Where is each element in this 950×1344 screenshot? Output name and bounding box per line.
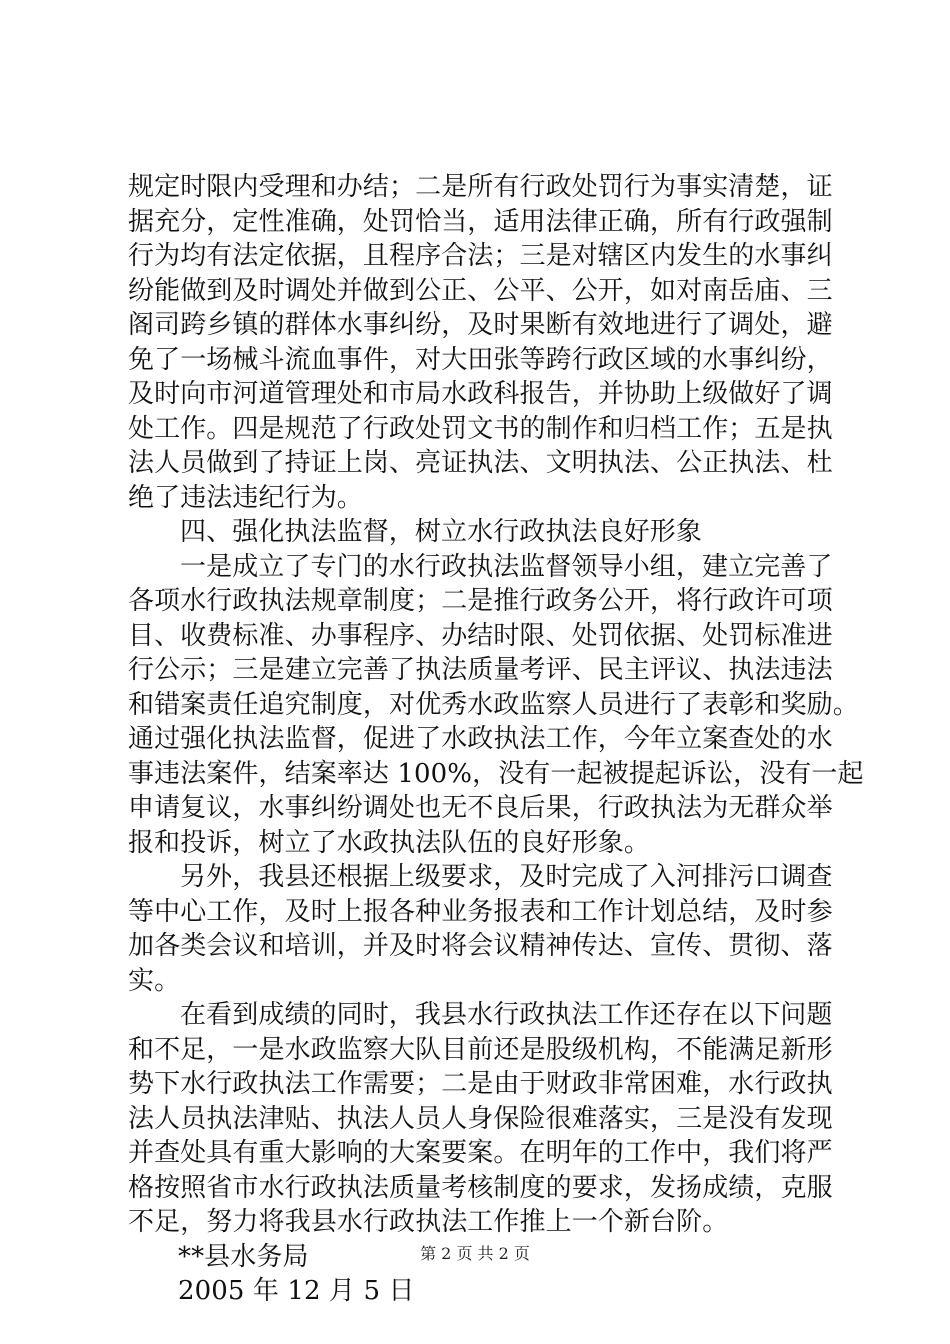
text-line: 据充分，定性准确，处罚恰当，适用法律正确，所有行政强制 [128,206,833,237]
text-line: 目、收费标准、办事程序、办结时限、处罚依据、处罚标准进 [128,620,833,651]
text-line: 规定时限内受理和办结；二是所有行政处罚行为事实清楚，证 [128,172,833,202]
text-line: 免了一场械斗流血事件，对大田张等跨行政区域的水事纠纷， [128,344,833,375]
text-line: 绝了违法违纪行为。 [128,482,363,513]
paragraph-start-line: 在看到成绩的同时，我县水行政执法工作还存在以下问题 [180,1000,833,1030]
text-line: 并查处具有重大影响的大案要案。在明年的工作中，我们将严 [128,1138,833,1168]
text-line: 加各类会议和培训，并及时将会议精神传达、宣传、贯彻、落 [128,931,833,961]
text-line: 行为均有法定依据，且程序合法；三是对辖区内发生的水事纠 [128,241,833,271]
text-line: 和错案责任追究制度，对优秀水政监察人员进行了表彰和奖励。 [128,689,859,720]
paragraph-start-line: 一是成立了专门的水行政执法监督领导小组，建立完善了 [180,551,833,582]
page-number-footer: 第 2 页 共 2 页 [420,1244,530,1263]
text-line: 行公示；三是建立完善了执法质量考评、民主评议、执法违法 [128,655,833,685]
signature-org: **县水务局 [178,1241,309,1272]
text-line: 事违法案件，结案率达 100%，没有一起被提起诉讼，没有一起 [128,758,864,789]
text-line: 通过强化执法监督，促进了水政执法工作，今年立案查处的水 [128,724,833,754]
text-line: 处工作。四是规范了行政处罚文书的制作和归档工作；五是执 [128,413,833,444]
section-heading: 四、强化执法监督，树立水行政执法良好形象 [180,517,703,547]
text-line: 势下水行政执法工作需要；二是由于财政非常困难，水行政执 [128,1069,833,1099]
text-line: 申请复议，水事纠纷调处也无不良后果，行政执法为无群众举 [128,793,833,823]
text-line: 实。 [128,965,181,996]
text-line: 法人员执法津贴、执法人员人身保险很难落实，三是没有发现 [128,1103,833,1134]
text-line: 各项水行政执法规章制度；二是推行政务公开，将行政许可项 [128,586,833,616]
text-line: 和不足，一是水政监察大队目前还是股级机构，不能满足新形 [128,1034,833,1065]
text-line: 法人员做到了持证上岗、亮证执法、文明执法、公正执法、杜 [128,448,833,478]
text-line: 报和投诉，树立了水政执法队伍的良好形象。 [128,827,651,858]
document-body [128,170,864,1309]
text-line: 阁司跨乡镇的群体水事纠纷，及时果断有效地进行了调处，避 [128,310,833,340]
text-line: 纷能做到及时调处并做到公正、公平、公开，如对南岳庙、三 [128,275,833,306]
text-line: 及时向市河道管理处和市局水政科报告，并协助上级做好了调 [128,379,833,409]
text-line: 不足，努力将我县水行政执法工作推上一个新台阶。 [128,1207,729,1237]
text-line: 格按照省市水行政执法质量考核制度的要求，发扬成绩，克服 [128,1172,833,1203]
signature-date: 2005 年 12 月 5 日 [178,1276,415,1306]
paragraph-start-line: 另外，我县还根据上级要求，及时完成了入河排污口调查 [180,862,833,892]
text-line: 等中心工作，及时上报各种业务报表和工作计划总结，及时参 [128,896,833,927]
